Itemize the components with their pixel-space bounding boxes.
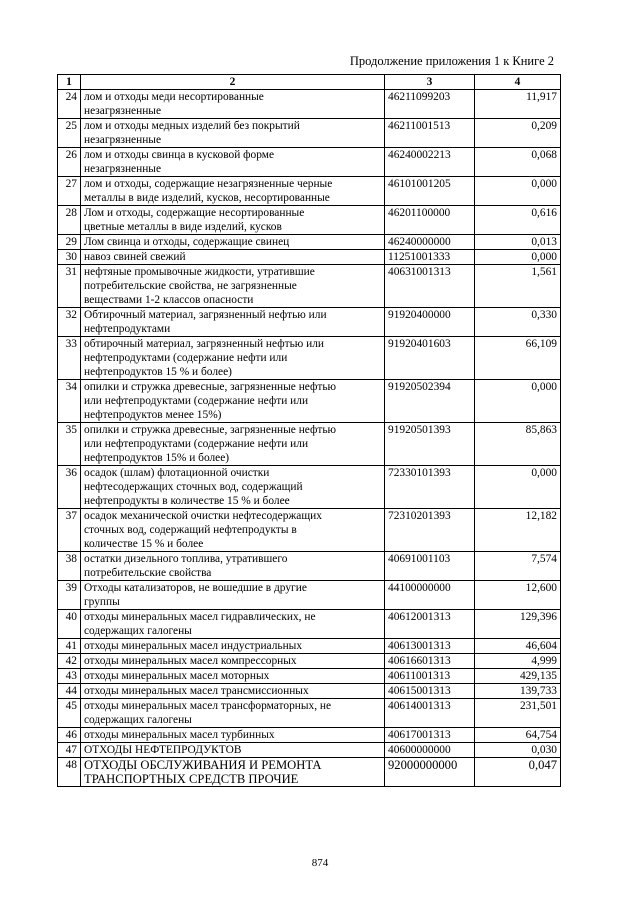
table-row <box>58 148 561 177</box>
row-description: лом и отходы, содержащие незагрязненные черные металлы в виде изделий, кусков, несортированные <box>81 177 385 206</box>
row-value: 429,135 <box>475 669 561 684</box>
row-number: 29 <box>58 235 81 250</box>
page-number: 874 <box>311 857 329 869</box>
row-value: 12,600 <box>475 581 561 610</box>
row-value: 0,000 <box>475 177 561 206</box>
row-code: 40613001313 <box>385 639 475 654</box>
row-number: 26 <box>58 148 81 177</box>
row-description: навоз свиней свежий <box>81 250 385 265</box>
row-description: лом и отходы медных изделий без покрытий незагрязненные <box>81 119 385 148</box>
row-description: Лом и отходы, содержащие несортированные цветные металлы в виде изделий, кусков <box>81 206 385 235</box>
row-number: 43 <box>58 669 81 684</box>
row-number: 45 <box>58 699 81 728</box>
waste-table <box>57 74 561 787</box>
row-number: 48 <box>58 758 81 787</box>
row-number: 31 <box>58 265 81 308</box>
column-header-3: 3 <box>385 75 475 90</box>
row-code: 91920502394 <box>385 380 475 423</box>
table-row <box>58 509 561 552</box>
row-code: 40600000000 <box>385 743 475 758</box>
row-code: 46240002213 <box>385 148 475 177</box>
row-description: отходы минеральных масел компрессорных <box>81 654 385 669</box>
row-description: Лом свинца и отходы, содержащие свинец <box>81 235 385 250</box>
table-row <box>58 119 561 148</box>
row-code: 72330101393 <box>385 466 475 509</box>
row-number: 46 <box>58 728 81 743</box>
row-code: 46211001513 <box>385 119 475 148</box>
row-number: 34 <box>58 380 81 423</box>
row-code: 44100000000 <box>385 581 475 610</box>
row-description: осадок механической очистки нефтесодержащих сточных вод, содержащий нефтепродукты в количестве 15 % и более <box>81 509 385 552</box>
row-value: 66,109 <box>475 337 561 380</box>
row-value: 231,501 <box>475 699 561 728</box>
row-description: лом и отходы меди несортированные незагрязненные <box>81 90 385 119</box>
row-description: отходы минеральных масел гидравлических, не содержащих галогены <box>81 610 385 639</box>
row-value: 12,182 <box>475 509 561 552</box>
row-value: 0,209 <box>475 119 561 148</box>
row-code: 40617001313 <box>385 728 475 743</box>
row-value: 7,574 <box>475 552 561 581</box>
row-code: 72310201393 <box>385 509 475 552</box>
row-description: Обтирочный материал, загрязненный нефтью или нефтепродуктами <box>81 308 385 337</box>
row-number: 28 <box>58 206 81 235</box>
row-description: отходы минеральных масел индустриальных <box>81 639 385 654</box>
row-code: 40614001313 <box>385 699 475 728</box>
row-description: опилки и стружка древесные, загрязненные нефтью или нефтепродуктами (содержание нефти или нефтепродуктов менее 15%) <box>81 380 385 423</box>
table-row <box>58 308 561 337</box>
row-code: 40615001313 <box>385 684 475 699</box>
row-code: 11251001333 <box>385 250 475 265</box>
table-row <box>58 654 561 669</box>
row-value: 46,604 <box>475 639 561 654</box>
row-code: 46240000000 <box>385 235 475 250</box>
row-number: 27 <box>58 177 81 206</box>
row-number: 30 <box>58 250 81 265</box>
row-code: 40611001313 <box>385 669 475 684</box>
row-value: 64,754 <box>475 728 561 743</box>
row-description: нефтяные промывочные жидкости, утратившие потребительские свойства, не загрязненные веществами 1-2 классов опасности <box>81 265 385 308</box>
row-description: отходы минеральных масел турбинных <box>81 728 385 743</box>
column-header-2: 2 <box>81 75 385 90</box>
row-description: ОТХОДЫ НЕФТЕПРОДУКТОВ <box>81 743 385 758</box>
row-value: 0,000 <box>475 380 561 423</box>
table-row <box>58 423 561 466</box>
row-value: 0,013 <box>475 235 561 250</box>
row-number: 44 <box>58 684 81 699</box>
row-code: 40616601313 <box>385 654 475 669</box>
row-code: 91920400000 <box>385 308 475 337</box>
row-code: 40612001313 <box>385 610 475 639</box>
table-row <box>58 337 561 380</box>
table-row <box>58 250 561 265</box>
row-number: 47 <box>58 743 81 758</box>
row-number: 37 <box>58 509 81 552</box>
row-value: 1,561 <box>475 265 561 308</box>
table-row <box>58 552 561 581</box>
row-description: отходы минеральных масел трансформаторных, не содержащих галогены <box>81 699 385 728</box>
table-row <box>58 235 561 250</box>
row-description: осадок (шлам) флотационной очистки нефтесодержащих сточных вод, содержащий нефтепродукты в количестве 15 % и более <box>81 466 385 509</box>
row-description: отходы минеральных масел моторных <box>81 669 385 684</box>
table-row <box>58 581 561 610</box>
row-code: 91920401603 <box>385 337 475 380</box>
row-code: 46101001205 <box>385 177 475 206</box>
row-number: 33 <box>58 337 81 380</box>
row-number: 25 <box>58 119 81 148</box>
table-row <box>58 684 561 699</box>
row-number: 36 <box>58 466 81 509</box>
table-row <box>58 728 561 743</box>
row-value: 0,000 <box>475 250 561 265</box>
page-caption: Продолжение приложения 1 к Книге 2 <box>349 54 554 68</box>
table-row <box>58 669 561 684</box>
table-body <box>58 90 561 787</box>
row-number: 40 <box>58 610 81 639</box>
row-code: 91920501393 <box>385 423 475 466</box>
table-row <box>58 206 561 235</box>
row-number: 24 <box>58 90 81 119</box>
column-header-1: 1 <box>58 75 81 90</box>
row-value: 4,999 <box>475 654 561 669</box>
row-value: 0,047 <box>475 758 561 787</box>
row-description: остатки дизельного топлива, утратившего потребительские свойства <box>81 552 385 581</box>
row-number: 35 <box>58 423 81 466</box>
table-row <box>58 758 561 787</box>
table-row <box>58 265 561 308</box>
row-description: лом и отходы свинца в кусковой форме незагрязненные <box>81 148 385 177</box>
row-number: 42 <box>58 654 81 669</box>
row-value: 11,917 <box>475 90 561 119</box>
row-description: Отходы катализаторов, не вошедшие в другие группы <box>81 581 385 610</box>
row-number: 41 <box>58 639 81 654</box>
table-row <box>58 639 561 654</box>
row-value: 0,000 <box>475 466 561 509</box>
row-number: 39 <box>58 581 81 610</box>
row-value: 0,068 <box>475 148 561 177</box>
row-number: 38 <box>58 552 81 581</box>
row-description: ОТХОДЫ ОБСЛУЖИВАНИЯ И РЕМОНТА ТРАНСПОРТНЫХ СРЕДСТВ ПРОЧИЕ <box>81 758 385 787</box>
row-code: 40691001103 <box>385 552 475 581</box>
row-code: 92000000000 <box>385 758 475 787</box>
table-row <box>58 743 561 758</box>
table-row <box>58 380 561 423</box>
table-row <box>58 90 561 119</box>
row-value: 139,733 <box>475 684 561 699</box>
row-value: 0,616 <box>475 206 561 235</box>
table-row <box>58 610 561 639</box>
row-code: 46211099203 <box>385 90 475 119</box>
table-header-row <box>58 75 561 90</box>
row-description: обтирочный материал, загрязненный нефтью или нефтепродуктами (содержание нефти или нефтепродуктов 15 % и более) <box>81 337 385 380</box>
row-value: 0,330 <box>475 308 561 337</box>
table-row <box>58 177 561 206</box>
table-row <box>58 699 561 728</box>
row-value: 85,863 <box>475 423 561 466</box>
row-code: 40631001313 <box>385 265 475 308</box>
row-value: 129,396 <box>475 610 561 639</box>
row-description: опилки и стружка древесные, загрязненные нефтью или нефтепродуктами (содержание нефти или нефтепродуктов 15% и более) <box>81 423 385 466</box>
row-value: 0,030 <box>475 743 561 758</box>
row-description: отходы минеральных масел трансмиссионных <box>81 684 385 699</box>
row-code: 46201100000 <box>385 206 475 235</box>
table-row <box>58 466 561 509</box>
row-number: 32 <box>58 308 81 337</box>
column-header-4: 4 <box>475 75 561 90</box>
